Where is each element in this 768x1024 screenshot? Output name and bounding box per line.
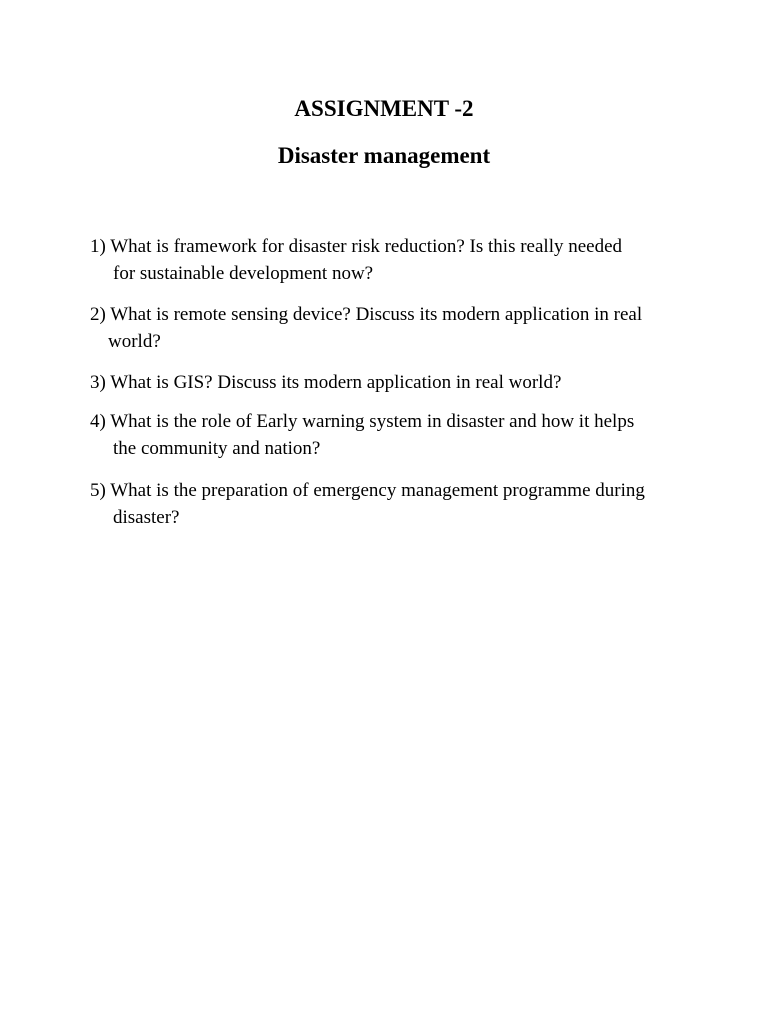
question-number: 3): [90, 372, 106, 393]
question-5-line-2: disaster?: [113, 507, 180, 528]
question-text: What is GIS? Discuss its modern application in real world?: [110, 372, 562, 393]
question-text: What is the role of Early warning system in disaster and how it helps: [110, 411, 635, 432]
question-2-line-1: [90, 301, 690, 328]
question-3: [90, 369, 690, 396]
question-4-line-1: [90, 408, 690, 435]
question-1-line-2: for sustainable development now?: [113, 263, 374, 284]
question-3-line-1: [90, 369, 690, 396]
subject-title: Disaster management: [277, 143, 491, 168]
question-1: [90, 233, 690, 287]
question-number: 4): [90, 411, 106, 432]
question-text: What is remote sensing device? Discuss its modern application in real: [110, 304, 643, 325]
question-5: [90, 477, 690, 531]
question-2-line-2: world?: [108, 331, 161, 352]
question-2: [90, 301, 690, 355]
question-4-line-2: the community and nation?: [113, 438, 321, 459]
question-4: [90, 408, 690, 462]
question-1-line-1: [90, 233, 690, 260]
assignment-title: ASSIGNMENT -2: [294, 96, 474, 121]
question-5-line-1: [90, 477, 690, 504]
question-number: 2): [90, 304, 106, 325]
question-number: 1): [90, 236, 106, 257]
question-text: What is framework for disaster risk reduction? Is this really needed: [110, 236, 623, 257]
question-number: 5): [90, 480, 106, 501]
question-text: What is the preparation of emergency management programme during: [110, 480, 645, 501]
